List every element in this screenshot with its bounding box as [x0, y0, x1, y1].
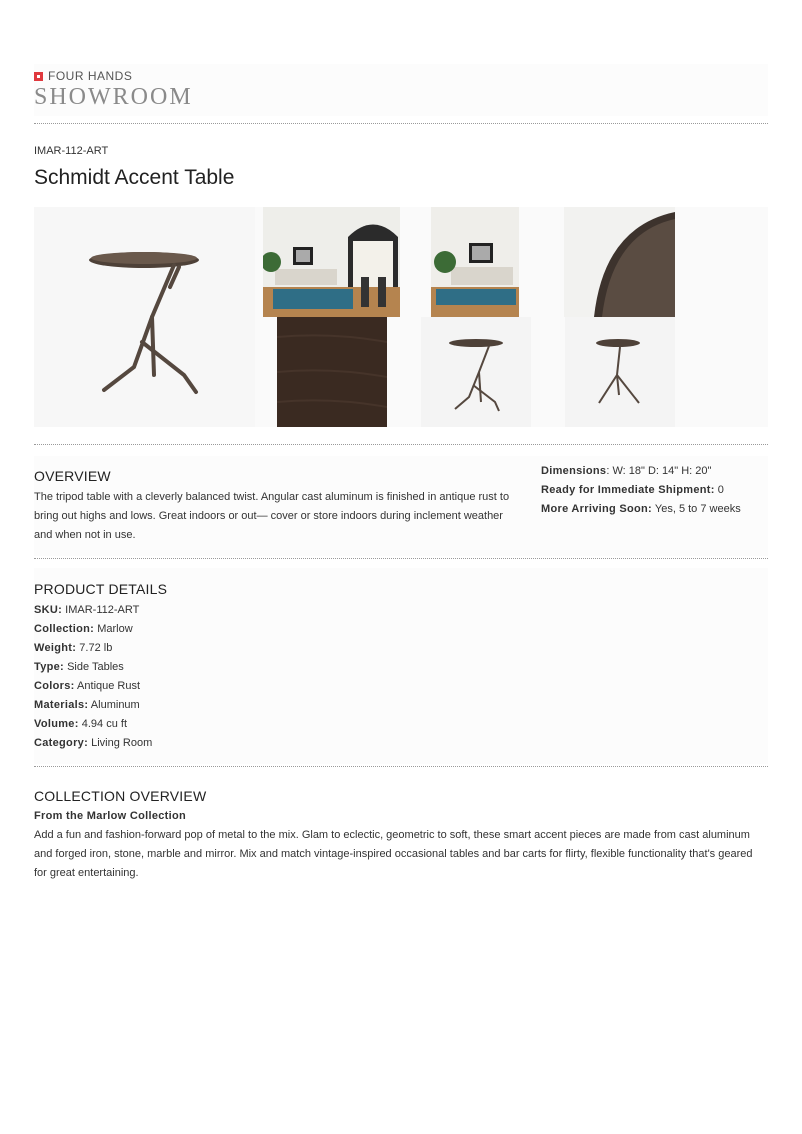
table-thumbnail-illustration — [421, 317, 531, 427]
detail-label: Weight: — [34, 642, 77, 654]
arriving-soon-label: More Arriving Soon: — [541, 503, 653, 515]
detail-value: Marlow — [94, 623, 133, 635]
header — [34, 64, 768, 116]
table-illustration — [34, 207, 255, 427]
room-scene-image[interactable] — [263, 207, 400, 317]
detail-row — [34, 639, 152, 658]
finish-texture-illustration — [277, 317, 387, 427]
product-title: Schmidt Accent Table — [34, 166, 235, 189]
divider — [34, 444, 768, 445]
details-list — [34, 601, 152, 753]
detail-value: Living Room — [88, 737, 153, 749]
dimensions-label: Dimensions — [541, 465, 607, 477]
detail-label: Volume: — [34, 718, 79, 730]
overview-heading: OVERVIEW — [34, 468, 111, 484]
divider — [34, 766, 768, 767]
detail-row — [34, 696, 152, 715]
brand-name: FOUR HANDS — [48, 69, 133, 83]
image-gallery — [34, 207, 768, 427]
detail-value: IMAR-112-ART — [62, 604, 140, 616]
detail-label: Type: — [34, 661, 65, 673]
room-scene-illustration — [263, 207, 400, 317]
table-thumbnail-illustration — [565, 317, 675, 427]
arriving-soon-value: Yes, 5 to 7 weeks — [652, 503, 741, 515]
product-thumbnail[interactable] — [565, 317, 675, 427]
arriving-soon-row — [541, 500, 768, 519]
detail-label: Collection: — [34, 623, 95, 635]
product-thumbnail[interactable] — [421, 317, 531, 427]
room-scene-illustration — [431, 207, 519, 317]
room-scene-image[interactable] — [431, 207, 519, 317]
detail-value: Antique Rust — [74, 680, 141, 692]
detail-value: 4.94 cu ft — [78, 718, 127, 730]
finish-texture-image[interactable] — [277, 317, 387, 427]
product-details-heading: PRODUCT DETAILS — [34, 581, 168, 597]
product-sku: IMAR-112-ART — [34, 145, 109, 157]
ready-shipment-value: 0 — [714, 484, 724, 496]
product-details-section — [34, 568, 768, 764]
dimensions-row — [541, 462, 768, 481]
collection-section — [34, 776, 768, 886]
overview-section — [34, 456, 768, 556]
collection-heading: COLLECTION OVERVIEW — [34, 788, 207, 804]
overview-text: The tripod table with a cleverly balanced twist. Angular cast aluminum is finished in antique rust to bring out highs and lows. Great indoors or out— cover or store indoors during inclement weather and when not in use. — [34, 491, 510, 541]
product-main-image[interactable] — [34, 207, 255, 427]
tabletop-edge-illustration — [564, 207, 675, 317]
collection-text: Add a fun and fashion-forward pop of metal to the mix. Glam to eclectic, geometric to soft, these smart accent pieces are made from cast aluminum and forged iron, stone, marble and mirror. Mix and match vintage-inspired occasional tables and bar carts for flirty, flexible functionality that's geared for great entertaining. — [34, 829, 753, 879]
detail-row — [34, 620, 152, 639]
detail-row — [34, 658, 152, 677]
detail-label: Colors: — [34, 680, 75, 692]
detail-label: Category: — [34, 737, 89, 749]
ready-shipment-row — [541, 481, 768, 500]
dimensions-value: : W: 18" D: 14" H: 20" — [606, 465, 712, 477]
spec-sheet — [34, 64, 768, 879]
detail-edge-image[interactable] — [564, 207, 675, 317]
detail-value: Side Tables — [64, 661, 124, 673]
collection-subheading: From the Marlow Collection — [34, 810, 187, 822]
brand-logo — [34, 69, 132, 83]
detail-row — [34, 601, 152, 620]
spec-summary — [541, 462, 768, 519]
detail-row — [34, 715, 152, 734]
ready-shipment-label: Ready for Immediate Shipment: — [541, 484, 715, 496]
detail-row — [34, 677, 152, 696]
brand-subtitle: SHOWROOM — [34, 84, 193, 110]
divider — [34, 558, 768, 559]
divider — [34, 123, 768, 124]
brand-mark-icon — [34, 72, 43, 81]
detail-value: Aluminum — [88, 699, 140, 711]
detail-label: SKU: — [34, 604, 63, 616]
detail-label: Materials: — [34, 699, 89, 711]
detail-row — [34, 734, 152, 753]
detail-value: 7.72 lb — [76, 642, 113, 654]
